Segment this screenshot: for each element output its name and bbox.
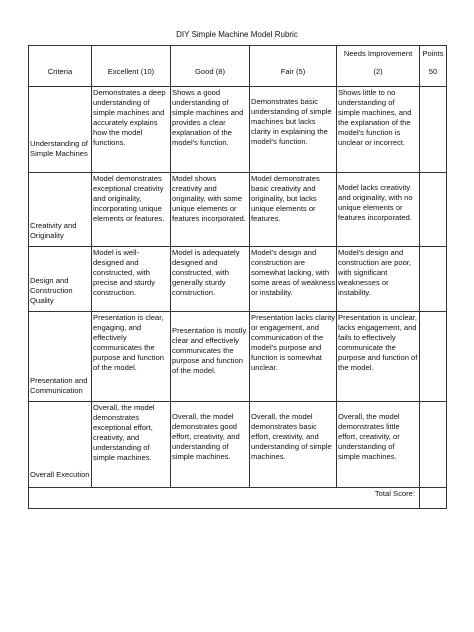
points-cell xyxy=(420,173,447,247)
table-row xyxy=(29,87,447,173)
header-points: Points 50 xyxy=(420,46,447,87)
fair-cell: Model's design and construction are somewhat lacking, with some areas of weakness or instability. xyxy=(250,247,337,312)
excellent-cell: Model is well-designed and constructed, with precise and sturdy construction. xyxy=(92,247,171,312)
criteria-cell: Overall Execution xyxy=(29,402,92,488)
total-score-value xyxy=(420,488,447,509)
points-cell xyxy=(420,87,447,173)
fair-cell: Presentation lacks clarity or engagement, and communication of the model's purpose and function is somewhat unclear. xyxy=(250,312,337,402)
header-row xyxy=(29,46,447,87)
document-title: DIY Simple Machine Model Rubric xyxy=(176,30,298,39)
excellent-cell: Model demonstrates exceptional creativity and originality, incorporating unique elements or features. xyxy=(92,173,171,247)
needs-improvement-cell: Model lacks creativity and originality, with no unique elements or features incorporated. xyxy=(337,173,420,247)
needs-improvement-cell: Presentation is unclear, lacks engagement, and fails to effectively communicate the purpose and function of the model. xyxy=(337,312,420,402)
excellent-cell: Presentation is clear, engaging, and effectively communicates the purpose and function of the model. xyxy=(92,312,171,402)
header-excellent: Excellent (10) xyxy=(92,46,171,87)
table-row xyxy=(29,247,447,312)
fair-cell: Overall, the model demonstrates basic effort, creativity, and understanding of simple machines. xyxy=(250,402,337,488)
table-row xyxy=(29,312,447,402)
points-cell xyxy=(420,402,447,488)
header-needs-improvement: Needs Improvement (2) xyxy=(337,46,420,87)
rubric-table xyxy=(28,45,447,509)
needs-improvement-cell: Model's design and construction are poor, with significant weaknesses or instability. xyxy=(337,247,420,312)
good-cell: Model shows creativity and originality, with some unique elements or features incorporated. xyxy=(171,173,250,247)
header-good: Good (8) xyxy=(171,46,250,87)
excellent-cell: Overall, the model demonstrates exceptional effort, creativity, and understanding of simple machines. xyxy=(92,402,171,488)
criteria-cell: Presentation and Communication xyxy=(29,312,92,402)
header-criteria: Criteria xyxy=(29,46,92,87)
points-cell xyxy=(420,247,447,312)
needs-improvement-cell: Overall, the model demonstrates little effort, creativity, or understanding of simple machines. xyxy=(337,402,420,488)
excellent-cell: Demonstrates a deep understanding of simple machines and accurately explains how the model functions. xyxy=(92,87,171,173)
good-cell: Model is adequately designed and constructed, with generally sturdy construction. xyxy=(171,247,250,312)
good-cell: Shows a good understanding of simple machines and provides a clear explanation of the model's function. xyxy=(171,87,250,173)
criteria-cell: Understanding of Simple Machines xyxy=(29,87,92,173)
good-cell: Overall, the model demonstrates good effort, creativity, and understanding of simple machines. xyxy=(171,402,250,488)
points-cell xyxy=(420,312,447,402)
needs-improvement-cell: Shows little to no understanding of simple machines, and the explanation of the model's function is unclear or incorrect. xyxy=(337,87,420,173)
fair-cell: Demonstrates basic understanding of simple machines but lacks clarity in explaining the model's function. xyxy=(250,87,337,173)
criteria-cell: Creativity and Originality xyxy=(29,173,92,247)
header-fair: Fair (5) xyxy=(250,46,337,87)
total-row xyxy=(29,488,447,509)
table-row xyxy=(29,402,447,488)
table-row xyxy=(29,173,447,247)
criteria-cell: Design and Construction Quality xyxy=(29,247,92,312)
fair-cell: Model demonstrates basic creativity and originality, but lacks unique elements or features. xyxy=(250,173,337,247)
good-cell: Presentation is mostly clear and effectively communicates the purpose and function of the model. xyxy=(171,312,250,402)
total-score-label: Total Score: xyxy=(29,488,420,509)
